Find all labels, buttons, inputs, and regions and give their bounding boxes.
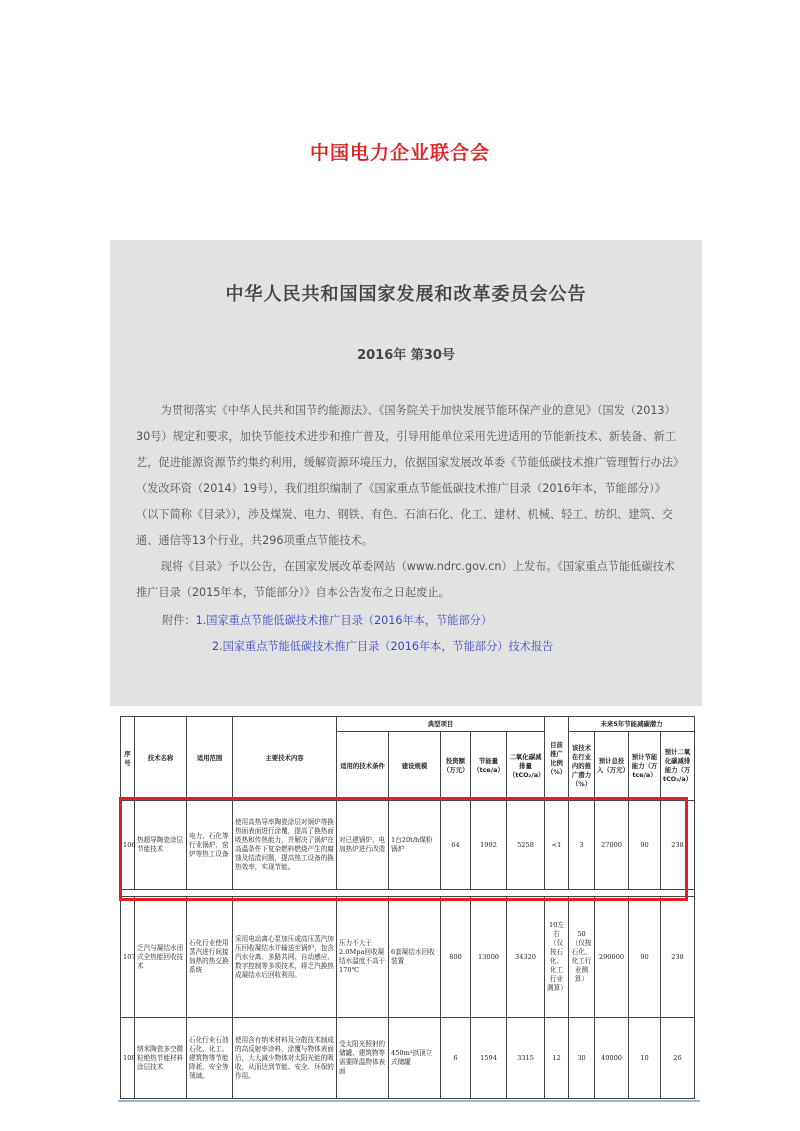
page-title: 中国电力企业联合会 <box>309 142 490 164</box>
cell-potential-ratio: 50（仅按石化、化工行业测算） <box>569 897 595 1018</box>
cell-energy-saving: 13000 <box>471 897 507 1018</box>
technology-table-image <box>118 716 700 1102</box>
header-current-ratio: 目前推广比例（%） <box>545 717 569 801</box>
table-row <box>121 897 695 1018</box>
cell-co2: 3315 <box>507 1018 545 1099</box>
cell-content: 采用电动离心泵加压或高压蒸汽加压回收凝结水并输送至锅炉，包含汽水分离、多路共网、自动感应、数字控制等多项技术，将乏汽换热成凝结水后回收利用。 <box>233 897 337 1018</box>
cell-conditions: 压力不大于2.0Mpa回收凝结水温度不高于170℃ <box>337 897 389 1018</box>
cell-saving-capacity: 90 <box>629 897 661 1018</box>
cell-scope: 石化行业使用蒸汽进行间接加热的热交换系统 <box>187 897 233 1018</box>
technology-table <box>120 716 695 1099</box>
cell-saving-capacity: 10 <box>629 1018 661 1099</box>
header-conditions: 适用的技术条件 <box>337 732 389 801</box>
notice-body <box>136 398 682 660</box>
cell-energy-saving: 1594 <box>471 1018 507 1099</box>
notice-number: 2016年 第30号 <box>357 348 455 363</box>
cell-conditions: 受太阳光照射的储罐、建筑物等需要降温物体表面 <box>337 1018 389 1099</box>
cell-potential-ratio: 3 <box>569 801 595 890</box>
attachments <box>136 608 682 660</box>
cell-total-invest: 27000 <box>595 801 629 890</box>
cell-current-ratio: <1 <box>545 801 569 890</box>
cell-no: 106 <box>121 801 135 890</box>
cell-conditions: 对已建锅炉、电加热炉进行改造 <box>337 801 389 890</box>
header-group-future: 未来5年节能减碳潜力 <box>569 717 695 732</box>
cell-name: 乏汽与凝结水闭式全热能回收技术 <box>135 897 187 1018</box>
header-no: 序号 <box>121 717 135 801</box>
header-potential-ratio: 该技术在行业内的推广潜力（%） <box>569 732 595 801</box>
table-row <box>121 801 695 890</box>
cell-co2: 5258 <box>507 801 545 890</box>
notice-image <box>110 240 702 706</box>
header-co2-capacity: 预计二氧化碳减排能力（万tCO₂/a） <box>661 732 695 801</box>
cell-current-ratio: 10左右（仅按石化、化工行业测算） <box>545 897 569 1018</box>
cell-content: 使用含有纳米材料及分散技术制成的高反射率涂料，涂覆与物体表面后，大大减少物体对太阳光能的吸收，从而达到节能、安全、环保的作用。 <box>233 1018 337 1099</box>
attachment-link-1[interactable]: 1.国家重点节能低碳技术推广目录（2016年本，节能部分） <box>195 614 493 627</box>
cell-scope: 电力、石化等行业锅炉、窑炉等热工设备 <box>187 801 233 890</box>
cell-name: 热超导陶瓷涂层节能技术 <box>135 801 187 890</box>
cell-investment: 800 <box>441 897 471 1018</box>
cell-saving-capacity: 90 <box>629 801 661 890</box>
header-energy-saving: 节能量（tce/a） <box>471 732 507 801</box>
attachment-label: 附件： <box>162 614 196 627</box>
cell-no: 107 <box>121 897 135 1018</box>
cell-total-invest: 290000 <box>595 897 629 1018</box>
cell-no: 108 <box>121 1018 135 1099</box>
header-co2: 二氧化碳减排量（tCO₂/a） <box>507 732 545 801</box>
row-gap <box>121 890 695 897</box>
cell-co2-capacity: 238 <box>661 897 695 1018</box>
cell-co2: 34320 <box>507 897 545 1018</box>
attachment-link-2[interactable]: 2.国家重点节能低碳技术推广目录（2016年本，节能部分）技术报告 <box>212 640 554 653</box>
cell-scale: 450m³拱顶立式储罐 <box>389 1018 441 1099</box>
cell-content: 使用高热导率陶瓷涂层对锅炉等换热面表面进行涂覆，提高了换热面吸热和传热能力，并解决了锅炉在高温条件下复杂燃料燃烧产生的腐蚀及结渣问题，提高热工设备的换热效率，实现节能。 <box>233 801 337 890</box>
cell-co2-capacity: 26 <box>661 1018 695 1099</box>
cell-scope: 石化行业石油石化、化工、建筑物等节能降耗、安全等领域。 <box>187 1018 233 1099</box>
cell-energy-saving: 1992 <box>471 801 507 890</box>
attachment-row-1 <box>136 608 682 634</box>
cell-investment: 64 <box>441 801 471 890</box>
header-scope: 适用范围 <box>187 717 233 801</box>
header-name: 技术名称 <box>135 717 187 801</box>
header-content: 主要技术内容 <box>233 717 337 801</box>
notice-title: 中华人民共和国国家发展和改革委员会公告 <box>225 284 587 305</box>
cell-current-ratio: 12 <box>545 1018 569 1099</box>
header-group-typical: 典型项目 <box>337 717 545 732</box>
cell-co2-capacity: 238 <box>661 801 695 890</box>
table-row <box>121 1018 695 1099</box>
cell-potential-ratio: 30 <box>569 1018 595 1099</box>
header-saving-capacity: 预计节能能力（万tce/a） <box>629 732 661 801</box>
cell-scale: 6套凝结水回收装置 <box>389 897 441 1018</box>
header-scale: 建设规模 <box>389 732 441 801</box>
attachment-row-2 <box>136 634 682 660</box>
cell-scale: 1台20t/h煤粉锅炉 <box>389 801 441 890</box>
header-investment: 投资额（万元） <box>441 732 471 801</box>
cell-name: 纳米陶瓷多空微粒绝热节能材料涂层技术 <box>135 1018 187 1099</box>
cell-investment: 6 <box>441 1018 471 1099</box>
cell-total-invest: 40000 <box>595 1018 629 1099</box>
notice-paragraph-2: 现将《目录》予以公告，在国家发展改革委网站（www.ndrc.gov.cn）上发布。《国家重点节能低碳技术推广目录（2015年本，节能部分）》自本公告发布之日起废止。 <box>136 560 675 599</box>
notice-paragraph-1: 为贯彻落实《中华人民共和国节约能源法》、《国务院关于加快发展节能环保产业的意见》（国发（2013）30号）规定和要求，加快节能技术进步和推广普及，引导用能单位采用先进适用的节能新技术、新装备、新工艺，促进能源资源节约集约利用，缓解资源环境压力，依据国家发展改革委《节能低碳技术推广管理暂行办法》（发改环资（2014）19号），我们组织编制了《国家重点节能低碳技术推广目录（2016年本，节能部分）》（以下简称《目录》），涉及煤炭、电力、钢铁、有色、石油石化、化工、建材、机械、轻工、纺织、建筑、交通、通信等13个行业，共296项重点节能技术。 <box>136 404 679 547</box>
header-total-invest: 预计总投入（万元） <box>595 732 629 801</box>
